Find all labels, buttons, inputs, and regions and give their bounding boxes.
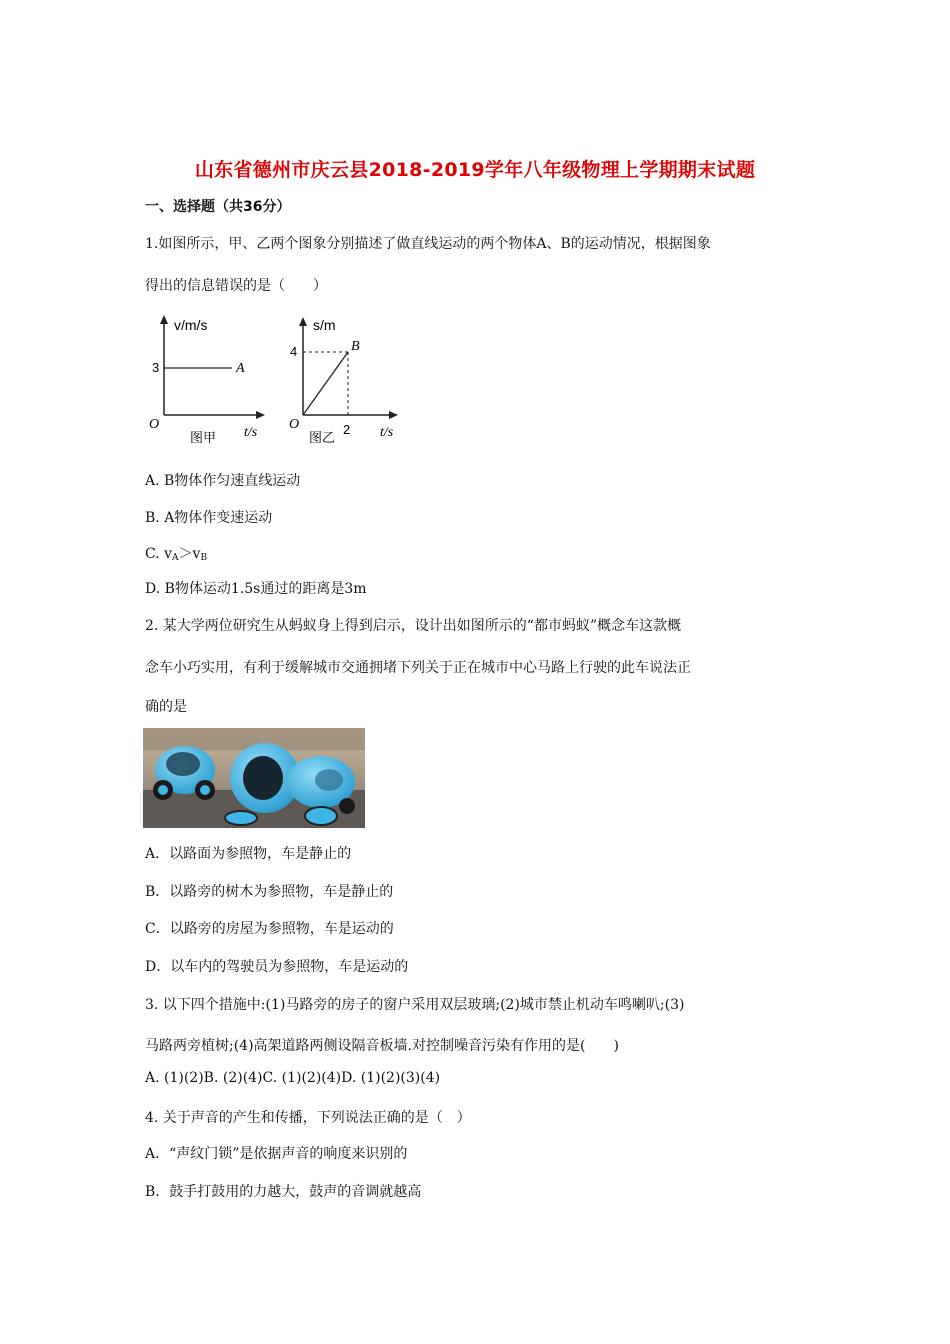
graph-b-ylabel: s/m xyxy=(313,317,336,333)
q4-stem: 4. 关于声音的产生和传播，下列说法正确的是（ ） xyxy=(145,1110,471,1126)
q1-stem-line1: 1.如图所示，甲、乙两个图象分别描述了做直线运动的两个物体A、B的运动情况，根据图象 xyxy=(145,236,711,252)
graph-a-caption: 图甲 xyxy=(190,431,217,446)
q1-motion-graphs xyxy=(140,310,410,455)
graph-b-origin: O xyxy=(289,417,300,432)
graph-a-xlabel: t/s xyxy=(244,425,258,440)
graph-a xyxy=(149,315,265,446)
q2-option-d: D．以车内的驾驶员为参照物，车是运动的 xyxy=(145,959,409,975)
graph-b-xlabel: t/s xyxy=(380,425,394,440)
q3-options: A. (1)(2)B. (2)(4)C. (1)(2)(4)D. (1)(2)(3)(4) xyxy=(145,1070,441,1086)
q4-option-b: B．鼓手打鼓用的力越大，鼓声的音调就越高 xyxy=(145,1184,422,1200)
graph-a-series-label: A xyxy=(236,361,245,376)
q1-option-c: C. $v_A>v_B$ xyxy=(145,546,208,563)
graph-b xyxy=(289,317,398,446)
q2-option-c: C．以路旁的房屋为参照物，车是运动的 xyxy=(145,921,394,937)
q2-option-a: A．以路面为参照物，车是静止的 xyxy=(145,846,352,862)
page-title: 山东省德州市庆云县2018-2019学年八年级物理上学期期末试题 xyxy=(194,159,756,181)
q1-option-d: D. B物体运动1.5s通过的距离是3m xyxy=(145,581,367,597)
q3-stem-line1: 3. 以下四个措施中:(1)马路旁的房子的窗户采用双层玻璃;(2)城市禁止机动车鸣喇叭;(3) xyxy=(145,997,685,1013)
graph-b-xtick: 2 xyxy=(343,422,351,437)
concept-car-photo xyxy=(143,728,365,828)
q2-stem-line3: 确的是 xyxy=(145,699,187,715)
graph-a-ylabel: v/m/s xyxy=(174,317,208,333)
q1-option-a: A. B物体作匀速直线运动 xyxy=(145,473,301,489)
graph-b-ytick: 4 xyxy=(290,344,298,359)
graph-a-ytick: 3 xyxy=(152,360,160,375)
q3-stem-line2: 马路两旁植树;(4)高架道路两侧设隔音板墙.对控制噪音污染有作用的是( ) xyxy=(145,1038,619,1054)
graph-b-series-line xyxy=(303,352,348,415)
q2-stem-line1: 2. 某大学两位研究生从蚂蚁身上得到启示，设计出如图所示的“都市蚂蚁”概念车这款概 xyxy=(145,618,682,634)
graph-b-caption: 图乙 xyxy=(309,431,336,446)
q2-stem-line2: 念车小巧实用，有利于缓解城市交通拥堵下列关于正在城市中心马路上行驶的此车说法正 xyxy=(145,660,691,676)
q1-stem-line2: 得出的信息错误的是（ ） xyxy=(145,278,327,294)
section-heading: 一、选择题（共36分） xyxy=(145,199,291,215)
graph-b-series-label: B xyxy=(351,339,360,354)
q2-option-b: B．以路旁的树木为参照物，车是静止的 xyxy=(145,884,394,900)
q1-option-b: B. A物体作变速运动 xyxy=(145,510,273,526)
graph-a-origin: O xyxy=(149,417,160,432)
q4-option-a: A．“声纹门锁”是依据声音的响度来识别的 xyxy=(145,1146,408,1162)
